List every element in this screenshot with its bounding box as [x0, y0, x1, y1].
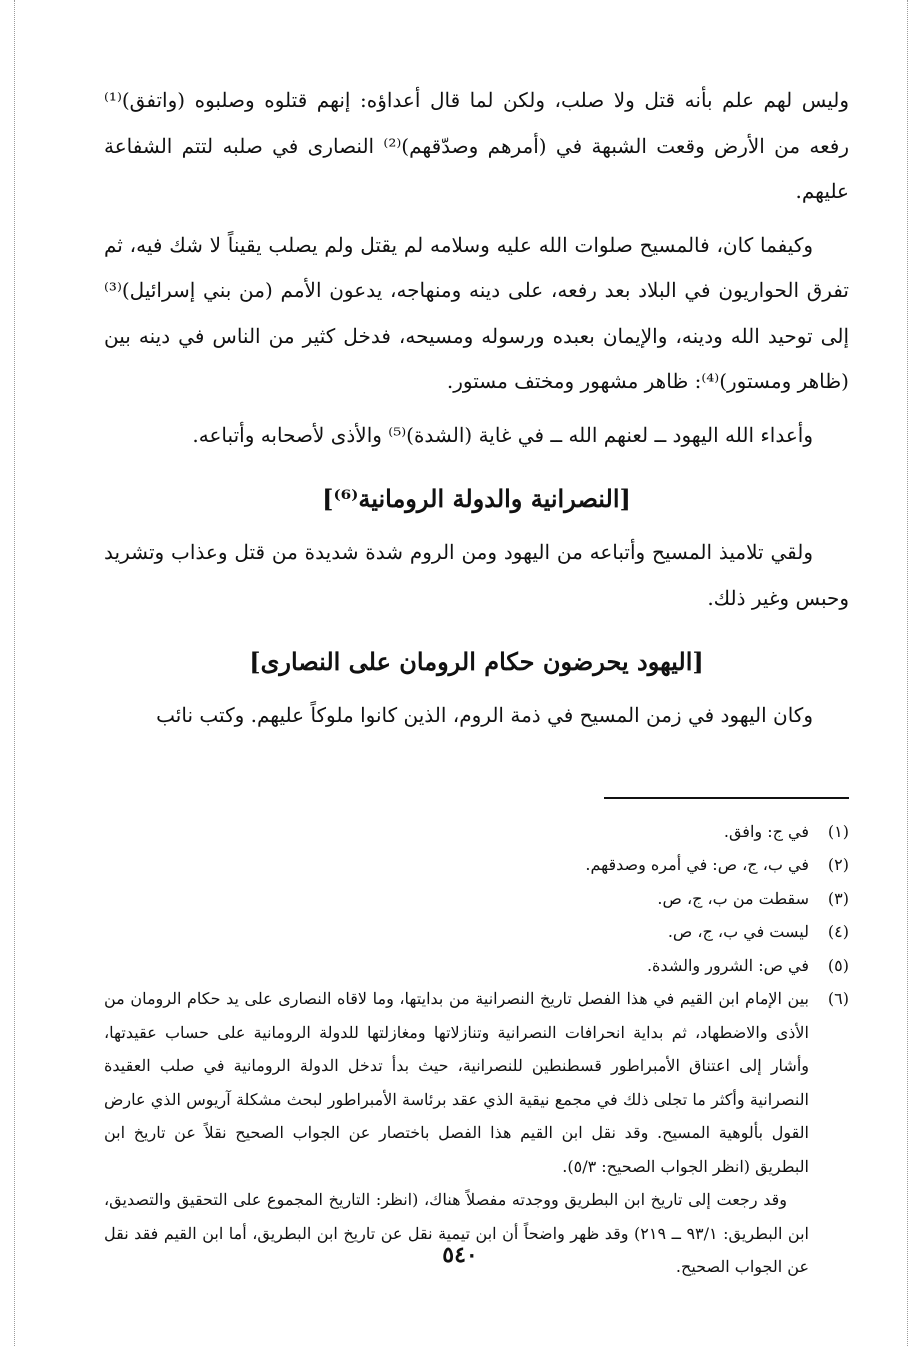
- footnote-item: [104, 848, 849, 882]
- footnote-continuation: وقد رجعت إلى تاريخ ابن البطريق ووجدته مفصلاً هناك، (انظر: التاريخ المجموع على التحقيق والتصديق، ابن البطريق: ٩٣/١ ــ ٢١٩) وقد ظهر واضحاً أن ابن تيمية نقل عن تاريخ ابن البطريق، أما ابن القيم فقد نقل عن الجواب الصحيح.: [104, 1190, 810, 1276]
- page-number: ٥٤٠: [442, 1242, 478, 1268]
- footnote-text: بين الإمام ابن القيم في هذا الفصل تاريخ النصرانية من بدايتها، وما لاقاه النصارى على يد حكام الرومان من الأذى والاضطهاد، ثم بداية انحرافات النصرانية وتنازلاتها ومغازلتها للدولة الرومانية على حساب عقيدتها، وأشار إلى اعتناق الأمبراطور قسطنطين للنصرانية، حيث بدأ تدخل الدولة الرومانية في صلب العقيدة النصرانية وأكثر ما تجلى ذلك في مجمع نيقية الذي عقد برئاسة الأمبراطور لبحث مشكلة آريوس الذي عارض القول بألوهية المسيح. وقد نقل ابن القيم هذا الفصل باختصار عن الجواب الصحيح نقلاً عن تاريخ ابن البطريق (انظر الجواب الصحيح: ٥/٣).: [104, 989, 810, 1176]
- section-heading-christianity-roman-state: [النصرانية والدولة الرومانية⁽⁶⁾]: [322, 484, 631, 513]
- footnote-number: (٢): [827, 855, 849, 874]
- footnote-item: [104, 882, 849, 916]
- footnote-text: في ج: وافق.: [723, 821, 809, 841]
- footnote-text: ليست في ب، ج، ص.: [667, 922, 809, 941]
- body-paragraph-5: وكان اليهود في زمن المسيح في ذمة الروم، الذين كانوا ملوكاً عليهم. وكتب نائب: [156, 703, 813, 727]
- footnote-item: [104, 915, 849, 949]
- footnote-number: (٣): [827, 888, 849, 908]
- footnotes: [104, 815, 849, 1184]
- book-page: [104, 78, 849, 1284]
- footnote-separator: [604, 797, 849, 799]
- section-heading-jews-incite-romans: [اليهود يحرضون حكام الرومان على النصارى]: [249, 647, 704, 676]
- footnote-item: [104, 982, 849, 1183]
- scan-edge-right: [907, 0, 908, 1346]
- footnote-text: في ب، ج، ص: في أمره وصدقهم.: [585, 855, 809, 874]
- footnote-number: (٤): [827, 922, 849, 941]
- footnote-number: (١): [827, 821, 849, 841]
- footnote-item: [104, 815, 849, 849]
- body-paragraph-3: وأعداء الله اليهود ــ لعنهم الله ــ في غاية (الشدة)⁽⁵⁾ والأذى لأصحابه وأتباعه.: [192, 422, 813, 447]
- body-paragraph-4: ولقي تلاميذ المسيح وأتباعه من اليهود ومن الروم شدة شديدة من قتل وعذاب وتشريد وحبس وغير ذلك.: [104, 540, 849, 610]
- body-paragraph-2: وكيفما كان، فالمسيح صلوات الله عليه وسلامه لم يقتل ولم يصلب يقيناً لا شك فيه، ثم تفرق الحواريون في البلاد بعد رفعه، على دينه ومنهاجه، يدعون الأمم (من بني إسرائيل)⁽³⁾ إلى توحيد الله ودينه، والإيمان بعبده ورسوله ومسيحه، فدخل كثير من الناس في دينه بين (ظاهر ومستور)⁽⁴⁾: ظاهر مشهور ومختف مستور.: [104, 232, 849, 393]
- footnote-text: في ص: الشرور والشدة.: [646, 955, 809, 975]
- footnote-text: سقطت من ب، ج، ص.: [657, 888, 809, 908]
- footnote-number: (٥): [827, 955, 849, 975]
- scan-edge-left: [14, 0, 15, 1346]
- footnote-item: [104, 949, 849, 983]
- footnote-number: (٦): [827, 989, 849, 1008]
- body-paragraph-1: وليس لهم علم بأنه قتل ولا صلب، ولكن لما قال أعداؤه: إنهم قتلوه وصلبوه (واتفق)⁽¹⁾ رفعه من الأرض وقعت الشبهة في (أمرهم وصدّقهم)⁽²⁾ النصارى في صلبه لتتم الشفاعة عليهم.: [104, 88, 849, 203]
